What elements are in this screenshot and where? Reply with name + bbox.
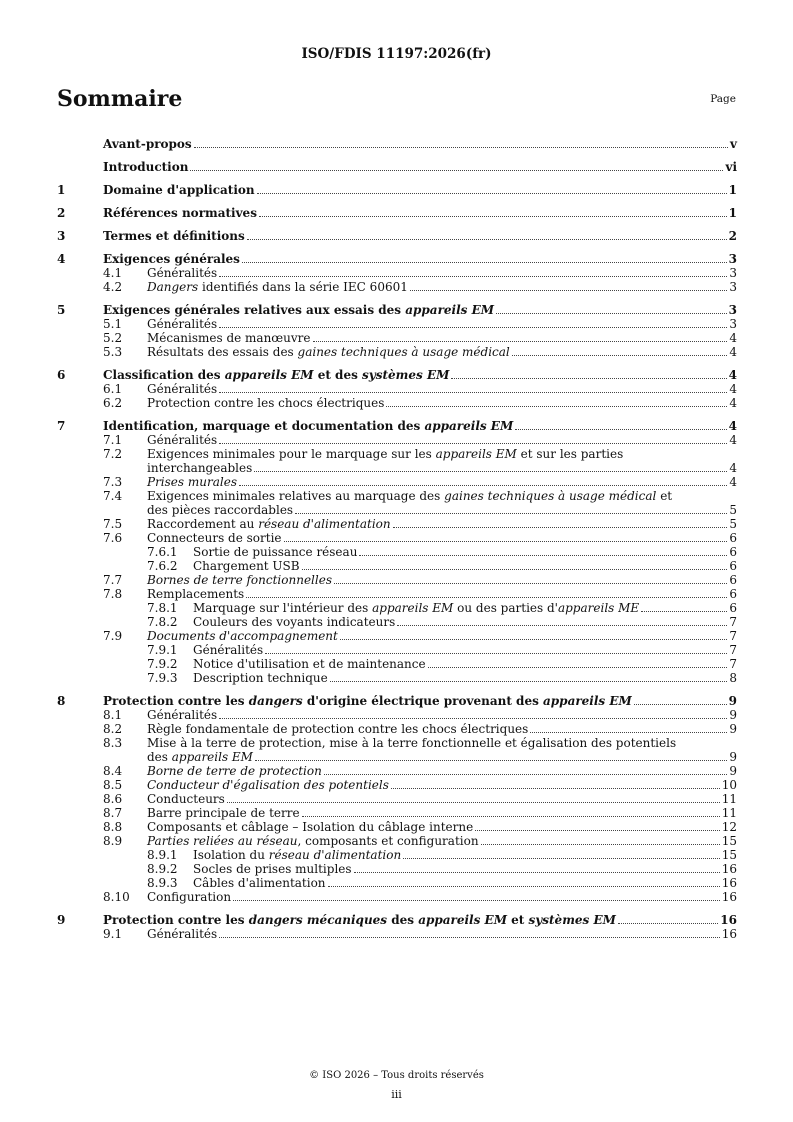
toc-entry[interactable] bbox=[57, 736, 737, 750]
toc-entry[interactable] bbox=[57, 419, 737, 433]
toc-entry[interactable] bbox=[57, 266, 737, 280]
toc-entry-text: Généralités bbox=[147, 433, 218, 447]
toc-entry-text: Généralités bbox=[147, 266, 218, 280]
toc-entry-text: Marquage sur l'intérieur des appareils EM ou des parties d'appareils ME bbox=[193, 601, 640, 615]
toc-entry[interactable] bbox=[57, 722, 737, 736]
toc-entry-text: Documents d'accompagnement bbox=[147, 629, 338, 643]
toc-entry-number: 4.2 bbox=[103, 280, 123, 294]
toc-entry-number: 8 bbox=[57, 694, 66, 708]
toc-entry[interactable] bbox=[57, 629, 737, 643]
toc-page-number: 9 bbox=[729, 722, 737, 736]
toc-entry[interactable] bbox=[57, 489, 737, 503]
dot-leader bbox=[512, 355, 728, 356]
toc-entry-text: Raccordement au réseau d'alimentation bbox=[147, 517, 391, 531]
toc-entry-text: Exigences minimales relatives au marquage des gaines techniques à usage médical et bbox=[147, 489, 673, 503]
toc-page-number: v bbox=[730, 137, 737, 151]
toc-entry-text: Description technique bbox=[193, 671, 328, 685]
toc-entry-text: Exigences générales relatives aux essais des appareils EM bbox=[103, 303, 495, 317]
dot-leader bbox=[393, 527, 728, 528]
dot-leader bbox=[451, 378, 726, 379]
toc-page-number: 7 bbox=[729, 615, 737, 629]
toc-entry-text: Borne de terre de protection bbox=[147, 764, 322, 778]
toc-page-number: 5 bbox=[729, 517, 737, 531]
dot-leader bbox=[284, 541, 728, 542]
toc-entry-number: 6.2 bbox=[103, 396, 123, 410]
toc-entry-number: 6 bbox=[57, 368, 66, 382]
toc-entry[interactable] bbox=[57, 160, 737, 174]
toc-entry-text: Connecteurs de sortie bbox=[147, 531, 282, 545]
dot-leader bbox=[219, 718, 727, 719]
dot-leader bbox=[259, 216, 727, 217]
page-title: Sommaire bbox=[57, 86, 183, 112]
toc-entry-number: 7.6 bbox=[103, 531, 123, 545]
toc-entry-text: Câbles d'alimentation bbox=[193, 876, 326, 890]
toc-page-number: 7 bbox=[729, 643, 737, 657]
toc-entry-text: Généralités bbox=[193, 643, 264, 657]
toc-entry-text: Résultats des essais des gaines techniques à usage médical bbox=[147, 345, 510, 359]
dot-leader bbox=[246, 597, 727, 598]
dot-leader bbox=[328, 886, 720, 887]
dot-leader bbox=[324, 774, 728, 775]
dot-leader bbox=[247, 239, 727, 240]
toc-entry-text: interchangeables bbox=[147, 461, 253, 475]
toc-page-number: 10 bbox=[721, 778, 737, 792]
toc-page-number: 12 bbox=[721, 820, 737, 834]
toc-entry-text: Mise à la terre de protection, mise à la terre fonctionnelle et égalisation des potentiels bbox=[147, 736, 677, 750]
toc-entry-text: Mécanismes de manœuvre bbox=[147, 331, 311, 345]
dot-leader bbox=[618, 923, 718, 924]
dot-leader bbox=[496, 313, 727, 314]
toc-page-number: 16 bbox=[720, 913, 737, 927]
toc-page-number: 3 bbox=[729, 317, 737, 331]
toc-entry-number: 8.1 bbox=[103, 708, 123, 722]
toc-page-number: 3 bbox=[728, 303, 737, 317]
toc-page-number: 9 bbox=[729, 764, 737, 778]
toc-entry-text: Isolation du réseau d'alimentation bbox=[193, 848, 402, 862]
toc-page-number: 3 bbox=[729, 280, 737, 294]
toc-entry[interactable] bbox=[57, 890, 737, 904]
toc-page-number: 16 bbox=[721, 927, 737, 941]
dot-leader bbox=[219, 937, 720, 938]
toc-entry-text: Socles de prises multiples bbox=[193, 862, 352, 876]
toc-entry-number: 6.1 bbox=[103, 382, 123, 396]
dot-leader bbox=[428, 667, 728, 668]
dot-leader bbox=[515, 429, 726, 430]
toc-entry-text: Règle fondamentale de protection contre les chocs électriques bbox=[147, 722, 529, 736]
table-of-contents bbox=[57, 128, 737, 941]
toc-page-number: 16 bbox=[721, 876, 737, 890]
toc-page-number: 16 bbox=[721, 890, 737, 904]
toc-entry-text: Exigences minimales pour le marquage sur les appareils EM et sur les parties bbox=[147, 447, 624, 461]
toc-entry-number: 7.6.1 bbox=[147, 545, 178, 559]
toc-page-number: 6 bbox=[729, 573, 737, 587]
toc-entry-number: 8.9.2 bbox=[147, 862, 178, 876]
toc-page-number: 3 bbox=[728, 252, 737, 266]
toc-entry-number: 7.8 bbox=[103, 587, 123, 601]
toc-entry-text: Identification, marquage et documentation des appareils EM bbox=[103, 419, 514, 433]
toc-entry-number: 7.7 bbox=[103, 573, 123, 587]
dot-leader bbox=[254, 471, 727, 472]
toc-page-number: 6 bbox=[729, 531, 737, 545]
toc-entry[interactable] bbox=[57, 396, 737, 410]
toc-entry[interactable] bbox=[57, 545, 737, 559]
toc-page-number: 6 bbox=[729, 601, 737, 615]
dot-leader bbox=[330, 681, 728, 682]
toc-entry-text: Couleurs des voyants indicateurs bbox=[193, 615, 396, 629]
toc-entry[interactable] bbox=[57, 876, 737, 890]
dot-leader bbox=[219, 276, 727, 277]
toc-entry[interactable] bbox=[57, 252, 737, 266]
toc-entry-text: des appareils EM bbox=[147, 750, 253, 764]
toc-entry[interactable] bbox=[57, 671, 737, 685]
dot-leader bbox=[302, 816, 720, 817]
toc-page-number: 2 bbox=[728, 229, 737, 243]
toc-entry-number: 7.6.2 bbox=[147, 559, 178, 573]
toc-entry-number: 7.9.1 bbox=[147, 643, 178, 657]
dot-leader bbox=[190, 170, 723, 171]
toc-entry-text: Prises murales bbox=[147, 475, 237, 489]
dot-leader bbox=[340, 639, 728, 640]
toc-entry-number: 8.9.3 bbox=[147, 876, 178, 890]
toc-page-number: 11 bbox=[721, 792, 737, 806]
toc-entry-number: 5.3 bbox=[103, 345, 123, 359]
toc-entry-text: Classification des appareils EM et des systèmes EM bbox=[103, 368, 450, 382]
toc-entry-text: Généralités bbox=[147, 927, 218, 941]
toc-entry-number: 8.2 bbox=[103, 722, 123, 736]
toc-entry[interactable] bbox=[57, 601, 737, 615]
dot-leader bbox=[391, 788, 720, 789]
toc-entry-number: 8.5 bbox=[103, 778, 123, 792]
toc-page-number: 4 bbox=[729, 331, 737, 345]
dot-leader bbox=[397, 625, 727, 626]
toc-entry-text: Bornes de terre fonctionnelles bbox=[147, 573, 332, 587]
dot-leader bbox=[265, 653, 727, 654]
toc-entry-text: des pièces raccordables bbox=[147, 503, 294, 517]
toc-page-number: 4 bbox=[729, 475, 737, 489]
toc-page-number: 7 bbox=[729, 629, 737, 643]
toc-entry[interactable] bbox=[57, 345, 737, 359]
toc-entry-number: 8.4 bbox=[103, 764, 123, 778]
toc-entry[interactable] bbox=[57, 229, 737, 243]
dot-leader bbox=[530, 732, 727, 733]
toc-entry-text: Généralités bbox=[147, 317, 218, 331]
toc-entry-number: 7 bbox=[57, 419, 66, 433]
toc-entry-text: Avant-propos bbox=[103, 137, 192, 151]
toc-entry-text: Conducteur d'égalisation des potentiels bbox=[147, 778, 389, 792]
toc-page-number: 4 bbox=[728, 419, 737, 433]
toc-entry[interactable] bbox=[57, 913, 737, 927]
dot-leader bbox=[359, 555, 727, 556]
dot-leader bbox=[255, 760, 727, 761]
toc-entry[interactable] bbox=[57, 834, 737, 848]
dot-leader bbox=[219, 392, 727, 393]
toc-page-number: 5 bbox=[729, 503, 737, 517]
dot-leader bbox=[334, 583, 727, 584]
toc-entry-text: Références normatives bbox=[103, 206, 257, 220]
toc-entry-text: Domaine d'application bbox=[103, 183, 255, 197]
toc-entry-number: 7.4 bbox=[103, 489, 123, 503]
dot-leader bbox=[242, 262, 727, 263]
dot-leader bbox=[219, 443, 727, 444]
dot-leader bbox=[313, 341, 728, 342]
toc-entry[interactable] bbox=[57, 927, 737, 941]
toc-page-number: vi bbox=[725, 160, 737, 174]
toc-page-number: 8 bbox=[729, 671, 737, 685]
toc-entry-number: 7.8.2 bbox=[147, 615, 178, 629]
dot-leader bbox=[403, 858, 720, 859]
page-number: iii bbox=[391, 1088, 402, 1101]
toc-entry[interactable] bbox=[57, 792, 737, 806]
toc-page-number: 4 bbox=[729, 433, 737, 447]
toc-entry-text: Termes et définitions bbox=[103, 229, 245, 243]
dot-leader bbox=[410, 290, 728, 291]
toc-entry-text: Protection contre les chocs électriques bbox=[147, 396, 385, 410]
toc-entry-number: 7.3 bbox=[103, 475, 123, 489]
toc-entry[interactable] bbox=[57, 447, 737, 461]
document-id: ISO/FDIS 11197:2026(fr) bbox=[301, 46, 492, 62]
toc-entry-number: 7.9.2 bbox=[147, 657, 178, 671]
dot-leader bbox=[194, 147, 728, 148]
toc-page-number: 9 bbox=[729, 750, 737, 764]
toc-entry[interactable] bbox=[57, 862, 737, 876]
toc-entry-number: 7.1 bbox=[103, 433, 123, 447]
toc-page-number: 15 bbox=[721, 848, 737, 862]
toc-entry[interactable] bbox=[57, 820, 737, 834]
toc-page-number: 4 bbox=[729, 461, 737, 475]
toc-page-number: 7 bbox=[729, 657, 737, 671]
dot-leader bbox=[295, 513, 727, 514]
toc-entry-number: 8.7 bbox=[103, 806, 123, 820]
toc-entry-number: 7.2 bbox=[103, 447, 123, 461]
toc-entry-number: 5 bbox=[57, 303, 66, 317]
toc-entry[interactable] bbox=[57, 708, 737, 722]
toc-entry-continuation[interactable] bbox=[57, 461, 737, 475]
toc-entry-number: 9 bbox=[57, 913, 66, 927]
toc-page-number: 4 bbox=[729, 382, 737, 396]
dot-leader bbox=[257, 193, 727, 194]
toc-page-number: 6 bbox=[729, 559, 737, 573]
toc-page-number: 1 bbox=[728, 183, 737, 197]
dot-leader bbox=[386, 406, 727, 407]
toc-entry[interactable] bbox=[57, 475, 737, 489]
toc-entry-number: 1 bbox=[57, 183, 66, 197]
toc-entry-number: 7.9 bbox=[103, 629, 123, 643]
toc-entry[interactable] bbox=[57, 694, 737, 708]
toc-page-number: 4 bbox=[729, 396, 737, 410]
toc-entry-number: 4.1 bbox=[103, 266, 123, 280]
toc-page-number: 11 bbox=[721, 806, 737, 820]
toc-entry[interactable] bbox=[57, 531, 737, 545]
toc-entry-text: Composants et câblage – Isolation du câblage interne bbox=[147, 820, 474, 834]
toc-page-number: 9 bbox=[728, 694, 737, 708]
toc-entry-text: Généralités bbox=[147, 708, 218, 722]
toc-entry-text: Parties reliées au réseau, composants et configuration bbox=[147, 834, 479, 848]
toc-entry[interactable] bbox=[57, 433, 737, 447]
toc-entry-text: Sortie de puissance réseau bbox=[193, 545, 358, 559]
toc-page-number: 3 bbox=[729, 266, 737, 280]
dot-leader bbox=[354, 872, 720, 873]
dot-leader bbox=[475, 830, 720, 831]
toc-entry-continuation[interactable] bbox=[57, 750, 737, 764]
toc-entry[interactable] bbox=[57, 280, 737, 294]
toc-entry[interactable] bbox=[57, 206, 737, 220]
dot-leader bbox=[233, 900, 720, 901]
toc-entry[interactable] bbox=[57, 615, 737, 629]
toc-page-number: 4 bbox=[729, 345, 737, 359]
toc-entry-text: Conducteurs bbox=[147, 792, 225, 806]
toc-entry-text: Exigences générales bbox=[103, 252, 240, 266]
toc-page-number: 6 bbox=[729, 587, 737, 601]
toc-entry[interactable] bbox=[57, 778, 737, 792]
toc-entry-number: 8.10 bbox=[103, 890, 130, 904]
toc-entry-number: 5.2 bbox=[103, 331, 123, 345]
toc-entry[interactable] bbox=[57, 764, 737, 778]
toc-entry-number: 7.5 bbox=[103, 517, 123, 531]
toc-page-number: 15 bbox=[721, 834, 737, 848]
toc-entry-number: 8.3 bbox=[103, 736, 123, 750]
toc-entry-text: Généralités bbox=[147, 382, 218, 396]
toc-entry[interactable] bbox=[57, 368, 737, 382]
dot-leader bbox=[219, 327, 727, 328]
toc-entry-text: Protection contre les dangers d'origine électrique provenant des appareils EM bbox=[103, 694, 632, 708]
toc-entry-number: 3 bbox=[57, 229, 66, 243]
toc-entry-text: Protection contre les dangers mécaniques des appareils EM et systèmes EM bbox=[103, 913, 616, 927]
toc-entry[interactable] bbox=[57, 382, 737, 396]
toc-entry-number: 2 bbox=[57, 206, 66, 220]
toc-entry[interactable] bbox=[57, 806, 737, 820]
toc-entry[interactable] bbox=[57, 331, 737, 345]
toc-entry-text: Notice d'utilisation et de maintenance bbox=[193, 657, 426, 671]
toc-entry[interactable] bbox=[57, 657, 737, 671]
toc-entry[interactable] bbox=[57, 183, 737, 197]
toc-entry[interactable] bbox=[57, 303, 737, 317]
copyright-notice: © ISO 2026 – Tous droits réservés bbox=[309, 1070, 484, 1081]
toc-entry-text: Remplacements bbox=[147, 587, 245, 601]
toc-entry-number: 8.9.1 bbox=[147, 848, 178, 862]
toc-entry-text: Introduction bbox=[103, 160, 189, 174]
page-column-label: Page bbox=[710, 93, 736, 105]
toc-entry-text: Configuration bbox=[147, 890, 232, 904]
toc-entry[interactable] bbox=[57, 137, 737, 151]
toc-entry[interactable] bbox=[57, 587, 737, 601]
toc-entry-number: 9.1 bbox=[103, 927, 123, 941]
toc-entry[interactable] bbox=[57, 317, 737, 331]
toc-entry-number: 7.9.3 bbox=[147, 671, 178, 685]
toc-entry-continuation[interactable] bbox=[57, 503, 737, 517]
toc-entry-number: 7.8.1 bbox=[147, 601, 178, 615]
dot-leader bbox=[634, 704, 727, 705]
toc-page-number: 6 bbox=[729, 545, 737, 559]
dot-leader bbox=[239, 485, 727, 486]
toc-page-number: 9 bbox=[729, 708, 737, 722]
toc-entry[interactable] bbox=[57, 573, 737, 587]
dot-leader bbox=[641, 611, 727, 612]
dot-leader bbox=[302, 569, 728, 570]
toc-entry-number: 8.8 bbox=[103, 820, 123, 834]
toc-entry[interactable] bbox=[57, 848, 737, 862]
toc-entry-number: 5.1 bbox=[103, 317, 123, 331]
toc-entry[interactable] bbox=[57, 643, 737, 657]
toc-entry-number: 4 bbox=[57, 252, 66, 266]
toc-entry-number: 8.9 bbox=[103, 834, 123, 848]
toc-page-number: 4 bbox=[728, 368, 737, 382]
toc-entry-text: Barre principale de terre bbox=[147, 806, 300, 820]
toc-entry-text: Chargement USB bbox=[193, 559, 300, 573]
toc-entry[interactable] bbox=[57, 559, 737, 573]
toc-entry-number: 8.6 bbox=[103, 792, 123, 806]
toc-entry[interactable] bbox=[57, 517, 737, 531]
toc-entry-text: Dangers identifiés dans la série IEC 60601 bbox=[147, 280, 408, 294]
dot-leader bbox=[481, 844, 720, 845]
toc-page-number: 1 bbox=[728, 206, 737, 220]
toc-page-number: 16 bbox=[721, 862, 737, 876]
dot-leader bbox=[227, 802, 720, 803]
